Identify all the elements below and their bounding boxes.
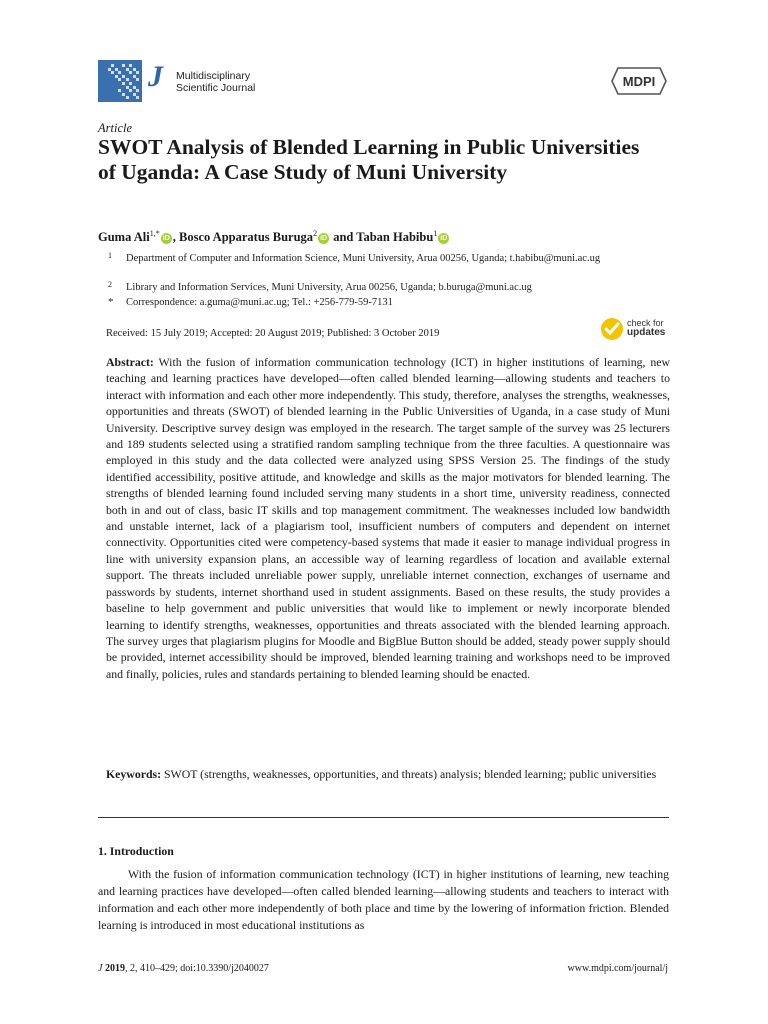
affiliation-text: Department of Computer and Information Science, Muni University, Arua 00256, Uganda; t.habibu@muni.ac.ug bbox=[126, 253, 601, 264]
orcid-icon[interactable]: iD bbox=[440, 234, 448, 242]
journal-name-line2: Scientific Journal bbox=[176, 82, 256, 94]
author-separator: , bbox=[172, 230, 179, 245]
journal-logo-icon bbox=[98, 60, 142, 102]
section-heading: 1. Introduction bbox=[98, 844, 174, 858]
article-type: Article bbox=[98, 121, 133, 135]
author-name[interactable]: Bosco Apparatus Buruga bbox=[179, 230, 314, 245]
logo-dot bbox=[129, 89, 132, 92]
abstract-label: Abstract: bbox=[106, 355, 154, 369]
logo-dot bbox=[129, 64, 132, 67]
footer-url[interactable]: www.mdpi.com/journal/j bbox=[567, 963, 668, 974]
keywords-text: SWOT (strengths, weaknesses, opportunities, and threats) analysis; blended learning; public universities bbox=[164, 767, 657, 781]
footer-citation bbox=[98, 963, 269, 974]
logo-dot bbox=[122, 93, 125, 96]
logo-dot bbox=[126, 96, 129, 99]
logo-dot bbox=[133, 86, 136, 89]
logo-dot bbox=[122, 75, 125, 78]
affiliation-mark: 2 bbox=[108, 280, 112, 289]
introduction-paragraph: With the fusion of information communication technology (ICT) in higher institutions of learning, new teaching and learning practices have developed—often called blended learning—allowing students and teachers to interact with information and each other more independently of both place and time by the lowering of information friction. Blended learning is introduced in most educational institutions as bbox=[98, 867, 669, 932]
mdpi-logo-icon bbox=[610, 66, 668, 96]
publication-dates: Received: 15 July 2019; Accepted: 20 August 2019; Published: 3 October 2019 bbox=[106, 328, 440, 339]
keywords bbox=[106, 766, 670, 782]
check-for-updates-label[interactable] bbox=[627, 319, 665, 337]
logo-dot bbox=[122, 64, 125, 67]
check-for-updates-line2: updates bbox=[627, 327, 666, 338]
logo-dot bbox=[129, 82, 132, 85]
affiliation-mark: * bbox=[108, 296, 114, 308]
affiliation-mark: 1 bbox=[108, 251, 112, 260]
check-for-updates-icon[interactable] bbox=[600, 317, 624, 341]
footer-year: 2019 bbox=[104, 963, 125, 974]
logo-dot bbox=[136, 78, 139, 81]
paper-title: SWOT Analysis of Blended Learning in Public Universities of Uganda: A Case Study of Muni University bbox=[98, 135, 640, 184]
section-divider bbox=[98, 817, 669, 818]
abstract bbox=[106, 354, 670, 682]
logo-dot bbox=[122, 82, 125, 85]
affiliation-text: Library and Information Services, Muni University, Arua 00256, Uganda; b.buruga@muni.ac.ug bbox=[126, 282, 532, 293]
journal-name-line1: Multidisciplinary bbox=[176, 70, 251, 82]
logo-dot bbox=[108, 68, 111, 71]
logo-dot bbox=[136, 96, 139, 99]
logo-dot bbox=[118, 71, 121, 74]
logo-dot bbox=[111, 71, 114, 74]
author-separator: and bbox=[330, 230, 357, 245]
footer-citation-text: , 2, 410–429; doi:10.3390/j2040027 bbox=[124, 963, 269, 974]
author-name[interactable]: Taban Habibu bbox=[356, 230, 434, 245]
author-affiliation-mark: 1 bbox=[433, 229, 438, 238]
logo-dot bbox=[129, 71, 132, 74]
orcid-icon[interactable]: iD bbox=[320, 234, 328, 242]
logo-dot bbox=[115, 68, 118, 71]
author-affiliation-mark: 2 bbox=[313, 229, 318, 238]
logo-dot bbox=[126, 78, 129, 81]
logo-dot bbox=[126, 86, 129, 89]
logo-dot bbox=[133, 68, 136, 71]
check-for-updates-line1: check for bbox=[627, 318, 664, 328]
logo-dot bbox=[136, 71, 139, 74]
logo-dot bbox=[111, 64, 114, 67]
logo-dot bbox=[118, 78, 121, 81]
journal-name bbox=[176, 70, 255, 94]
logo-dot bbox=[126, 68, 129, 71]
logo-dot bbox=[115, 75, 118, 78]
logo-dot bbox=[133, 75, 136, 78]
footer-journal: J bbox=[98, 963, 103, 974]
publisher-name: MDPI bbox=[622, 74, 656, 89]
author-name[interactable]: Guma Ali bbox=[98, 230, 150, 245]
abstract-text: With the fusion of information communication technology (ICT) in higher institutions of learning, new teaching and learning practices have developed—often called blended learning—allowing students and teachers to interact with information and each other more independently. This study, therefore, analyses the strengths, weaknesses, opportunities and threats (SWOT) of blended learning in the Public Universities of Uganda, in a case study of Muni University. Descriptive survey design was employed in the research. The target sample of the survey was 25 lecturers and 189 students selected using a stratified random sampling technique from the three faculties. A questionnaire was employed in this study and the data collected were analyzed using SPSS Version 25. The findings of the study identified accessibility, positive attitude, and knowledge and skills as the major motivators for blended learning. The strengths of blended learning found included serving many students in a short time, university readiness, connected both in and out of class, basic IT skills and top management commitment. The weaknesses included low bandwidth and unstable internet, lack of a plagiarism tool, insufficient numbers of computers and dependent on internet connectivity. Opportunities cited were competency-based systems that made it easier to manage individual progress in line with university expansion plans, an accessible way of learning regardless of location and available external support. The threats included unreliable power supply, unreliable internet connection, exchanges of username and passwords by students, internet shorthand used in student assignments. Based on these results, the study provides a baseline to help government and public universities that would like to implement or newly incorporate blended learning to identify strengths, weaknesses, opportunities and threats associated with the blended learning approach. The survey urges that plagiarism plugins for Moodle and BigBlue Button should be added, steady power supply should be provided, internet accessibility should be improved, blended learning training and workshops need to be improved and finally, policies, rules and standards pertaining to blended learning should be enacted. bbox=[106, 355, 670, 681]
author-affiliation-mark: 1,* bbox=[149, 229, 160, 238]
author-list bbox=[98, 229, 450, 245]
keywords-label: Keywords: bbox=[106, 767, 162, 781]
logo-dot bbox=[133, 93, 136, 96]
logo-dot bbox=[136, 89, 139, 92]
journal-letter: J bbox=[148, 60, 163, 93]
orcid-icon[interactable]: iD bbox=[162, 234, 170, 242]
correspondence-text: Correspondence: a.guma@muni.ac.ug; Tel.: +256-779-59-7131 bbox=[126, 297, 393, 308]
logo-dot bbox=[118, 89, 121, 92]
